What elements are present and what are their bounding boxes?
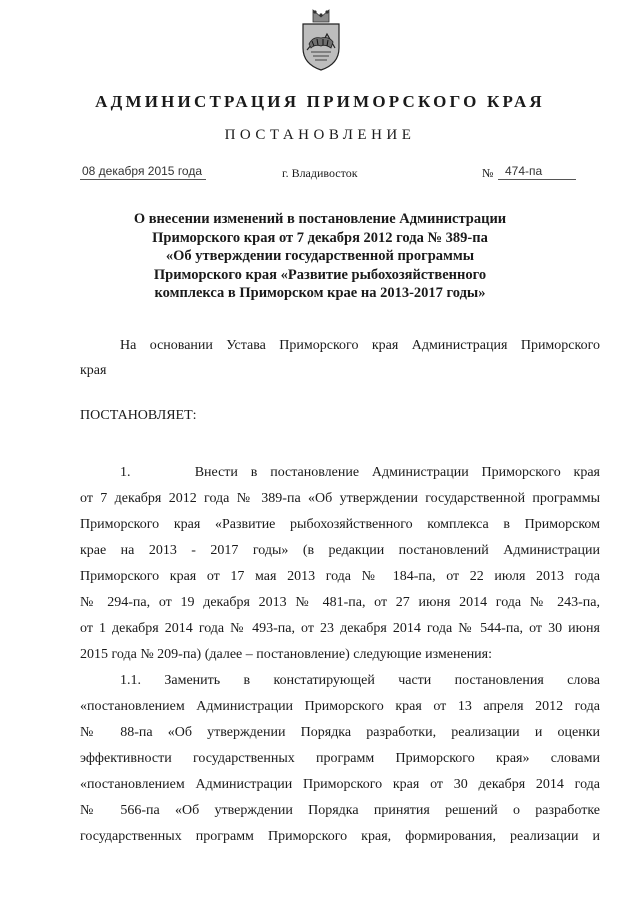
number-underline	[498, 179, 576, 180]
title-line: «Об утверждении государственной программы	[165, 248, 475, 264]
document-date: 08 декабря 2015 года	[82, 164, 203, 178]
document-city: г. Владивосток	[282, 166, 358, 180]
paragraph-line: № 294-па, от 19 декабря 2013 № 481-па, от 27 июня 2014 года № 243-па,	[80, 595, 600, 610]
paragraph-line: № 566-па «Об утверждении Порядка принятия решений о разработке	[80, 803, 600, 818]
paragraph-line: «постановлением Администрации Приморского края от 30 декабря 2014 года	[80, 777, 600, 792]
paragraph-line: 1.1. Заменить в констатирующей части постановления слова	[120, 673, 600, 688]
paragraph-line: «постановлением Администрации Приморского края от 13 апреля 2012 года	[80, 699, 600, 714]
document-type: ПОСТАНОВЛЕНИЕ	[224, 127, 416, 143]
title-line: Приморского края от 7 декабря 2012 года № 389-па	[152, 229, 488, 246]
preamble-line: На основании Устава Приморского края Администрация Приморского	[120, 338, 600, 353]
document-number-label: №	[482, 166, 494, 180]
title-line: комплекса в Приморском крае на 2013-2017 годы»	[154, 285, 486, 301]
paragraph-line: государственных программ Приморского края, формирования, реализации и	[80, 829, 600, 844]
paragraph-line: крае на 2013 - 2017 годы» (в редакции постановлений Администрации	[80, 543, 600, 558]
title-line: Приморского края «Развитие рыбохозяйственного	[153, 266, 487, 283]
paragraph-line: № 88-па «Об утверждении Порядка разработки, реализации и оценки	[80, 725, 600, 740]
decree-word: ПОСТАНОВЛЯЕТ:	[80, 408, 197, 423]
title-line: О внесении изменений в постановление Администрации	[133, 211, 507, 227]
paragraph-line: Приморского края «Развитие рыбохозяйственного комплекса в Приморском	[80, 517, 600, 532]
document-title	[100, 210, 540, 303]
paragraph-line: 1. Внести в постановление Администрации Приморского края	[120, 465, 600, 480]
organization-name: АДМИНИСТРАЦИЯ ПРИМОРСКОГО КРАЯ	[95, 92, 545, 111]
date-underline	[80, 179, 206, 180]
paragraph-line: 2015 года № 209-па) (далее – постановление) следующие изменения:	[80, 647, 493, 662]
document-number: 474-па	[505, 164, 543, 178]
paragraph-line: Приморского края от 17 мая 2013 года № 184-па, от 22 июля 2013 года	[80, 569, 600, 584]
paragraph-line: от 7 декабря 2012 года № 389-па «Об утверждении государственной программы	[80, 491, 600, 506]
coat-of-arms-icon	[299, 8, 343, 72]
paragraph-line: эффективности государственных программ Приморского края» словами	[80, 751, 600, 766]
paragraph-line: от 1 декабря 2014 года № 493-па, от 23 декабря 2014 года № 544-па, от 30 июня	[80, 621, 600, 636]
preamble-line: края	[80, 363, 107, 378]
